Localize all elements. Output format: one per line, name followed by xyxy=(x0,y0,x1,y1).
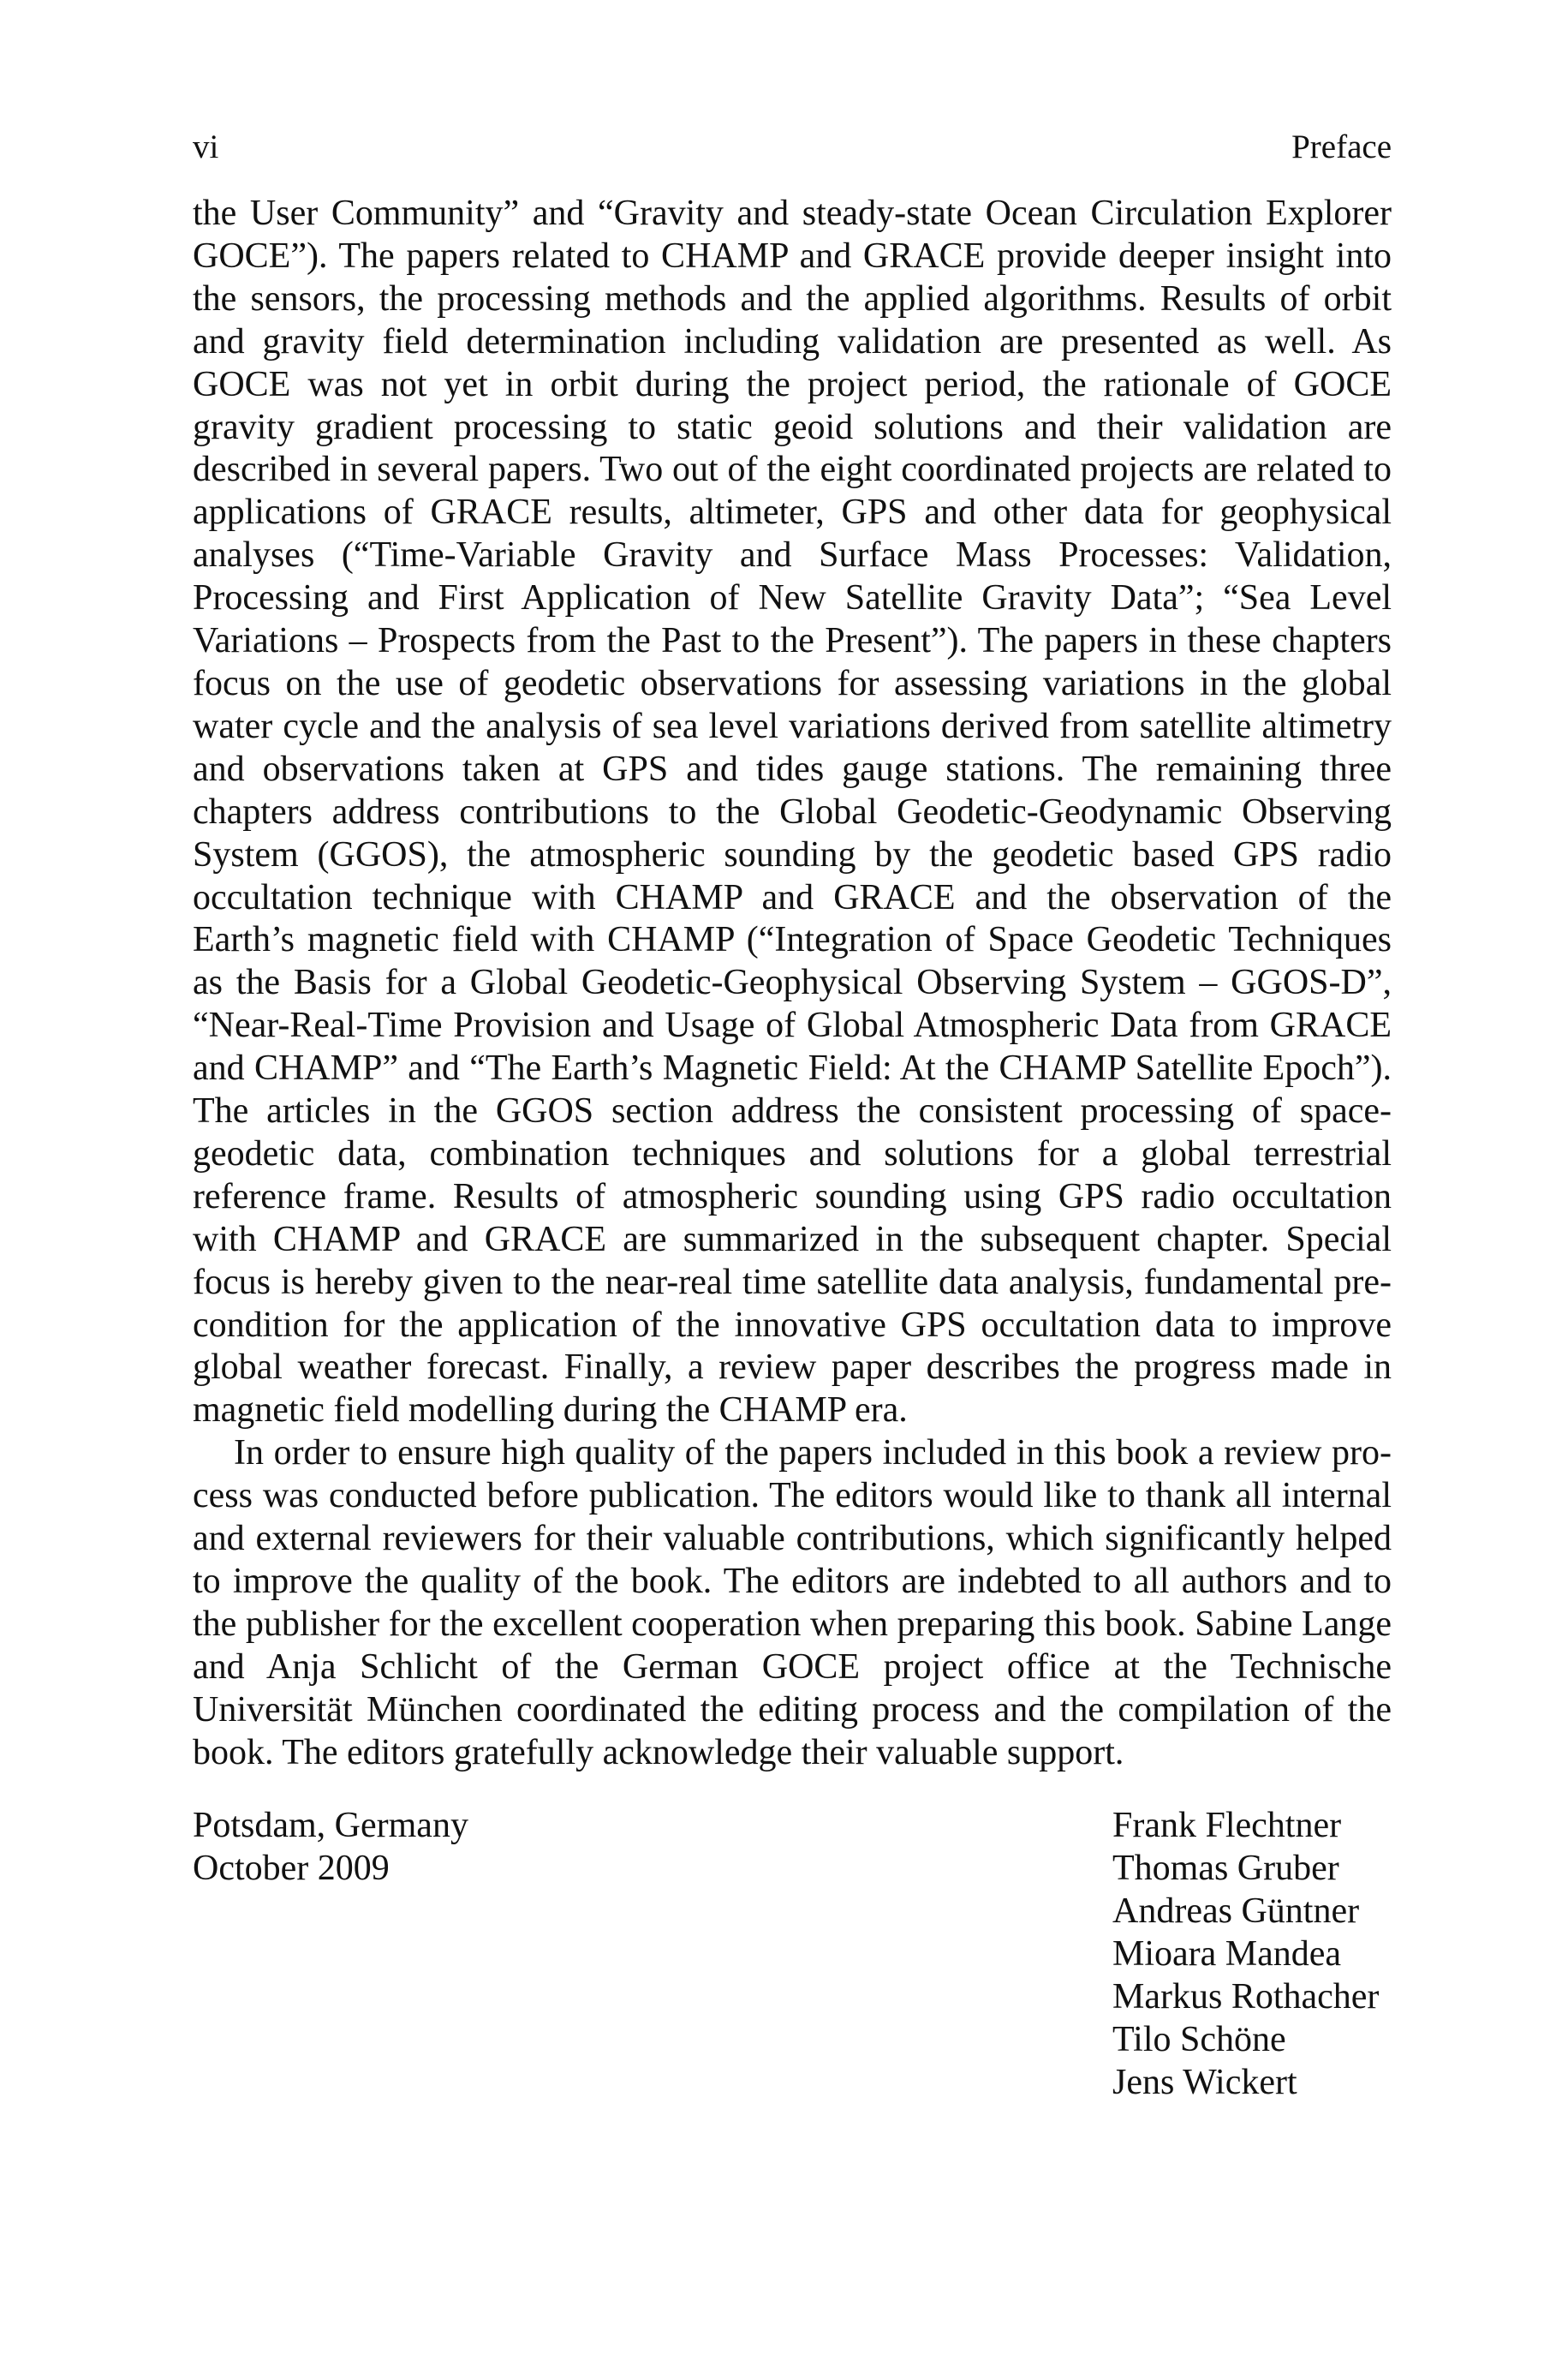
running-head xyxy=(193,127,1392,168)
editor-name: Mioara Mandea xyxy=(1112,1934,1342,1974)
editor-name: Andreas Güntner xyxy=(1112,1891,1360,1931)
editor-list xyxy=(1112,1804,1379,2104)
editor-name: Tilo Schöne xyxy=(1112,2020,1286,2059)
date: October 2009 xyxy=(193,1849,390,1888)
editor-name: Jens Wickert xyxy=(1112,2063,1297,2102)
section-title: Preface xyxy=(1291,128,1392,165)
place: Potsdam, Germany xyxy=(193,1806,468,1845)
page-number: vi xyxy=(193,128,219,165)
paragraph-acknowledgements: In order to ensure high quality of the papers included in this book a review process was conducted before publication. The editors would like to thank all internal and external reviewers for their valuable contributions, which significantly helped to improve the quality of the book. The editors are indebted to all authors and to the publisher for the excellent cooperation when preparing this book. Sabine Lange and Anja Schlicht of the German GOCE project office at the Technische Universität München coordinated the editing process and the compilation of the book. The editors gratefully acknowledge their valuable support. xyxy=(193,1433,1392,1772)
paragraph-continued: the User Community” and “Gravity and steady-state Ocean Circulation Explorer GOCE”). The papers related to CHAMP and GRACE provide deeper insight into the sensors, the processing methods and the applied algorithms. Results of orbit and gravity field determination including validation are presented as well. As GOCE was not yet in orbit during the project period, the rationale of GOCE gravity gradient processing to static geoid solutions and their validation are described in several papers. Two out of the eight coordinated projects are related to applications of GRACE results, altimeter, GPS and other data for geophysical analyses (“Time-Variable Gravity and Surface Mass Processes: Validation, Processing and First Application of New Satellite Gravity Data”; “Sea Level Variations – Prospects from the Past to the Present”). The papers in these chapters focus on the use of geodetic observations for assessing variations in the global water cycle and the analysis of sea level variations derived from satellite altimetry and observations taken at GPS and tides gauge stations. The remaining three chapters address contributions to the Global Geodetic-Geodynamic Observing System (GGOS), the atmospheric sounding by the geodetic based GPS radio occultation technique with CHAMP and GRACE and the observation of the Earth’s magnetic field with CHAMP (“Integration of Space Geodetic Techniques as the Basis for a Global Geodetic-Geophysical Observing System – GGOS-D”, “Near-Real-Time Provision and Usage of Global Atmospheric Data from GRACE and CHAMP” and “The Earth’s Magnetic Field: At the CHAMP Satellite Epoch”). The articles in the GGOS section address the consistent processing of space-geodetic data, combination techniques and solutions for a global terrestrial reference frame. Results of atmospheric sounding using GPS radio occultation with CHAMP and GRACE are summarized in the subsequent chapter. Special focus is hereby given to the near-real time satellite data analysis, fundamental precondition for the application of the innovative GPS occultation data to improve global weather forecast. Finally, a review paper describes the progress made in magnetic field modelling during the CHAMP era. xyxy=(193,194,1392,1431)
editor-name: Markus Rothacher xyxy=(1112,1977,1380,2017)
editor-name: Frank Flechtner xyxy=(1112,1806,1342,1845)
editor-name: Thomas Gruber xyxy=(1112,1849,1339,1888)
preface-body xyxy=(193,193,1392,1775)
place-and-date xyxy=(193,1804,468,1890)
